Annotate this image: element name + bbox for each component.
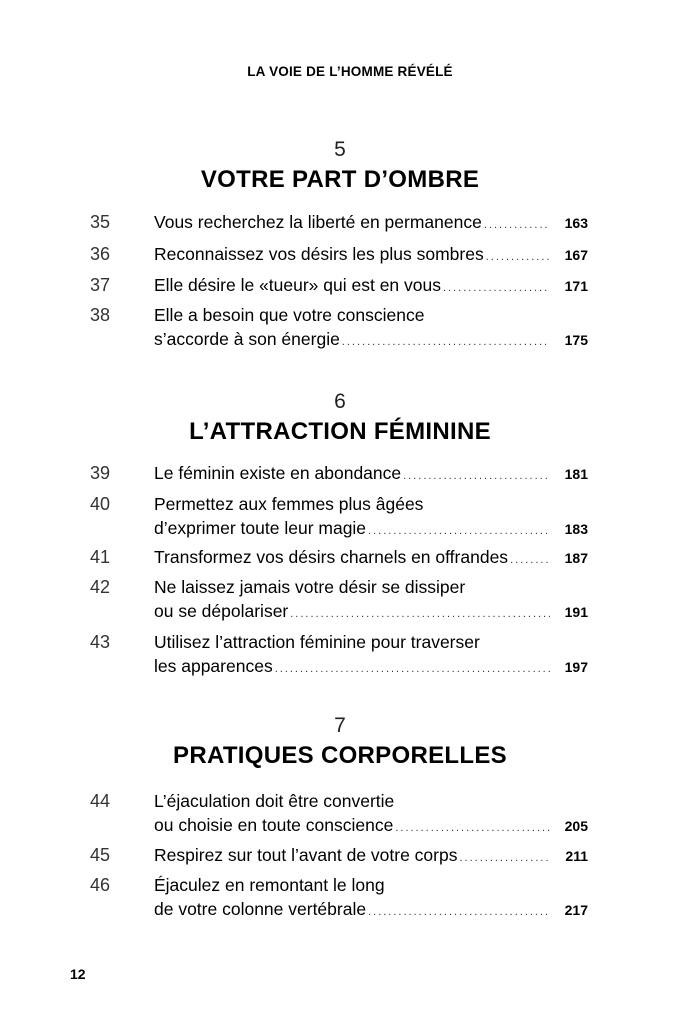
entry-title: L’éjaculation doit être convertie: [154, 791, 395, 811]
entry-page: 205: [564, 818, 588, 834]
dot-leader: [510, 548, 550, 572]
entry-number: 43: [90, 632, 111, 652]
entry-title: Respirez sur tout l’avant de votre corps: [154, 845, 458, 865]
entry-number: 44: [90, 791, 111, 811]
entry-page: 175: [564, 332, 588, 348]
chapter-title: VOTRE PART D’OMBRE: [200, 166, 480, 193]
entry-title-continued: s’accorde à son énergie: [154, 329, 340, 349]
dot-leader: [484, 213, 550, 237]
entry-number: 42: [90, 577, 111, 597]
entry-title: Elle a besoin que votre conscience: [154, 305, 425, 325]
entry-title: Reconnaissez vos désirs les plus sombres: [154, 244, 484, 264]
entry-title-continued: ou choisie en toute conscience: [154, 815, 394, 835]
entry-number: 40: [90, 494, 111, 514]
entry-number: 38: [90, 305, 111, 325]
chapter-title: L’ATTRACTION FÉMININE: [189, 418, 491, 445]
entry-title: Permettez aux femmes plus âgées: [154, 494, 424, 514]
entry-number: 36: [90, 244, 111, 264]
entry-page: 197: [564, 659, 588, 675]
entry-number: 46: [90, 875, 111, 895]
entry-title-continued: ou se dépolariser: [154, 601, 289, 621]
entry-number: 37: [90, 275, 111, 295]
dot-leader: [395, 816, 550, 840]
page-number: 12: [70, 966, 86, 982]
entry-page: 163: [564, 215, 588, 231]
running-head: LA VOIE DE L’HOMME RÉVÉLÉ: [247, 64, 453, 79]
entry-page: 167: [564, 247, 588, 263]
entry-page: 211: [565, 848, 588, 864]
dot-leader: [443, 276, 550, 300]
dot-leader: [275, 657, 550, 681]
entry-title: Utilisez l’attraction féminine pour traverser: [154, 632, 480, 652]
dot-leader: [342, 330, 550, 354]
chapter-title: PRATIQUES CORPORELLES: [173, 742, 507, 769]
entry-page: 217: [564, 902, 588, 918]
entry-number: 41: [90, 547, 111, 567]
entry-title: Éjaculez en remontant le long: [154, 875, 385, 895]
entry-number: 35: [90, 212, 111, 232]
chapter-number: 5: [334, 138, 346, 161]
entry-title-continued: d’exprimer toute leur magie: [154, 518, 367, 538]
dot-leader: [403, 464, 550, 488]
chapter-number: 6: [334, 390, 346, 413]
entry-title-continued: les apparences: [154, 656, 273, 676]
dot-leader: [368, 900, 550, 924]
chapter-number: 7: [334, 714, 346, 737]
entry-page: 191: [564, 604, 588, 620]
entry-page: 187: [564, 550, 588, 566]
entry-number: 39: [90, 463, 111, 483]
entry-page: 181: [564, 466, 588, 482]
entry-title-continued: de votre colonne vertébrale: [154, 899, 367, 919]
entry-title: Le féminin existe en abondance: [154, 463, 402, 483]
entry-page: 183: [564, 521, 588, 537]
entry-title: Ne laissez jamais votre désir se dissiper: [154, 577, 466, 597]
entry-title: Elle désire le «tueur» qui est en vous: [154, 275, 441, 295]
dot-leader: [368, 519, 550, 543]
dot-leader: [459, 846, 550, 870]
entry-page: 171: [564, 278, 588, 294]
entry-number: 45: [90, 845, 111, 865]
entry-title: Transformez vos désirs charnels en offrandes: [154, 547, 509, 567]
dot-leader: [290, 602, 550, 626]
entry-title: Vous recherchez la liberté en permanence: [154, 212, 482, 232]
dot-leader: [486, 245, 550, 269]
